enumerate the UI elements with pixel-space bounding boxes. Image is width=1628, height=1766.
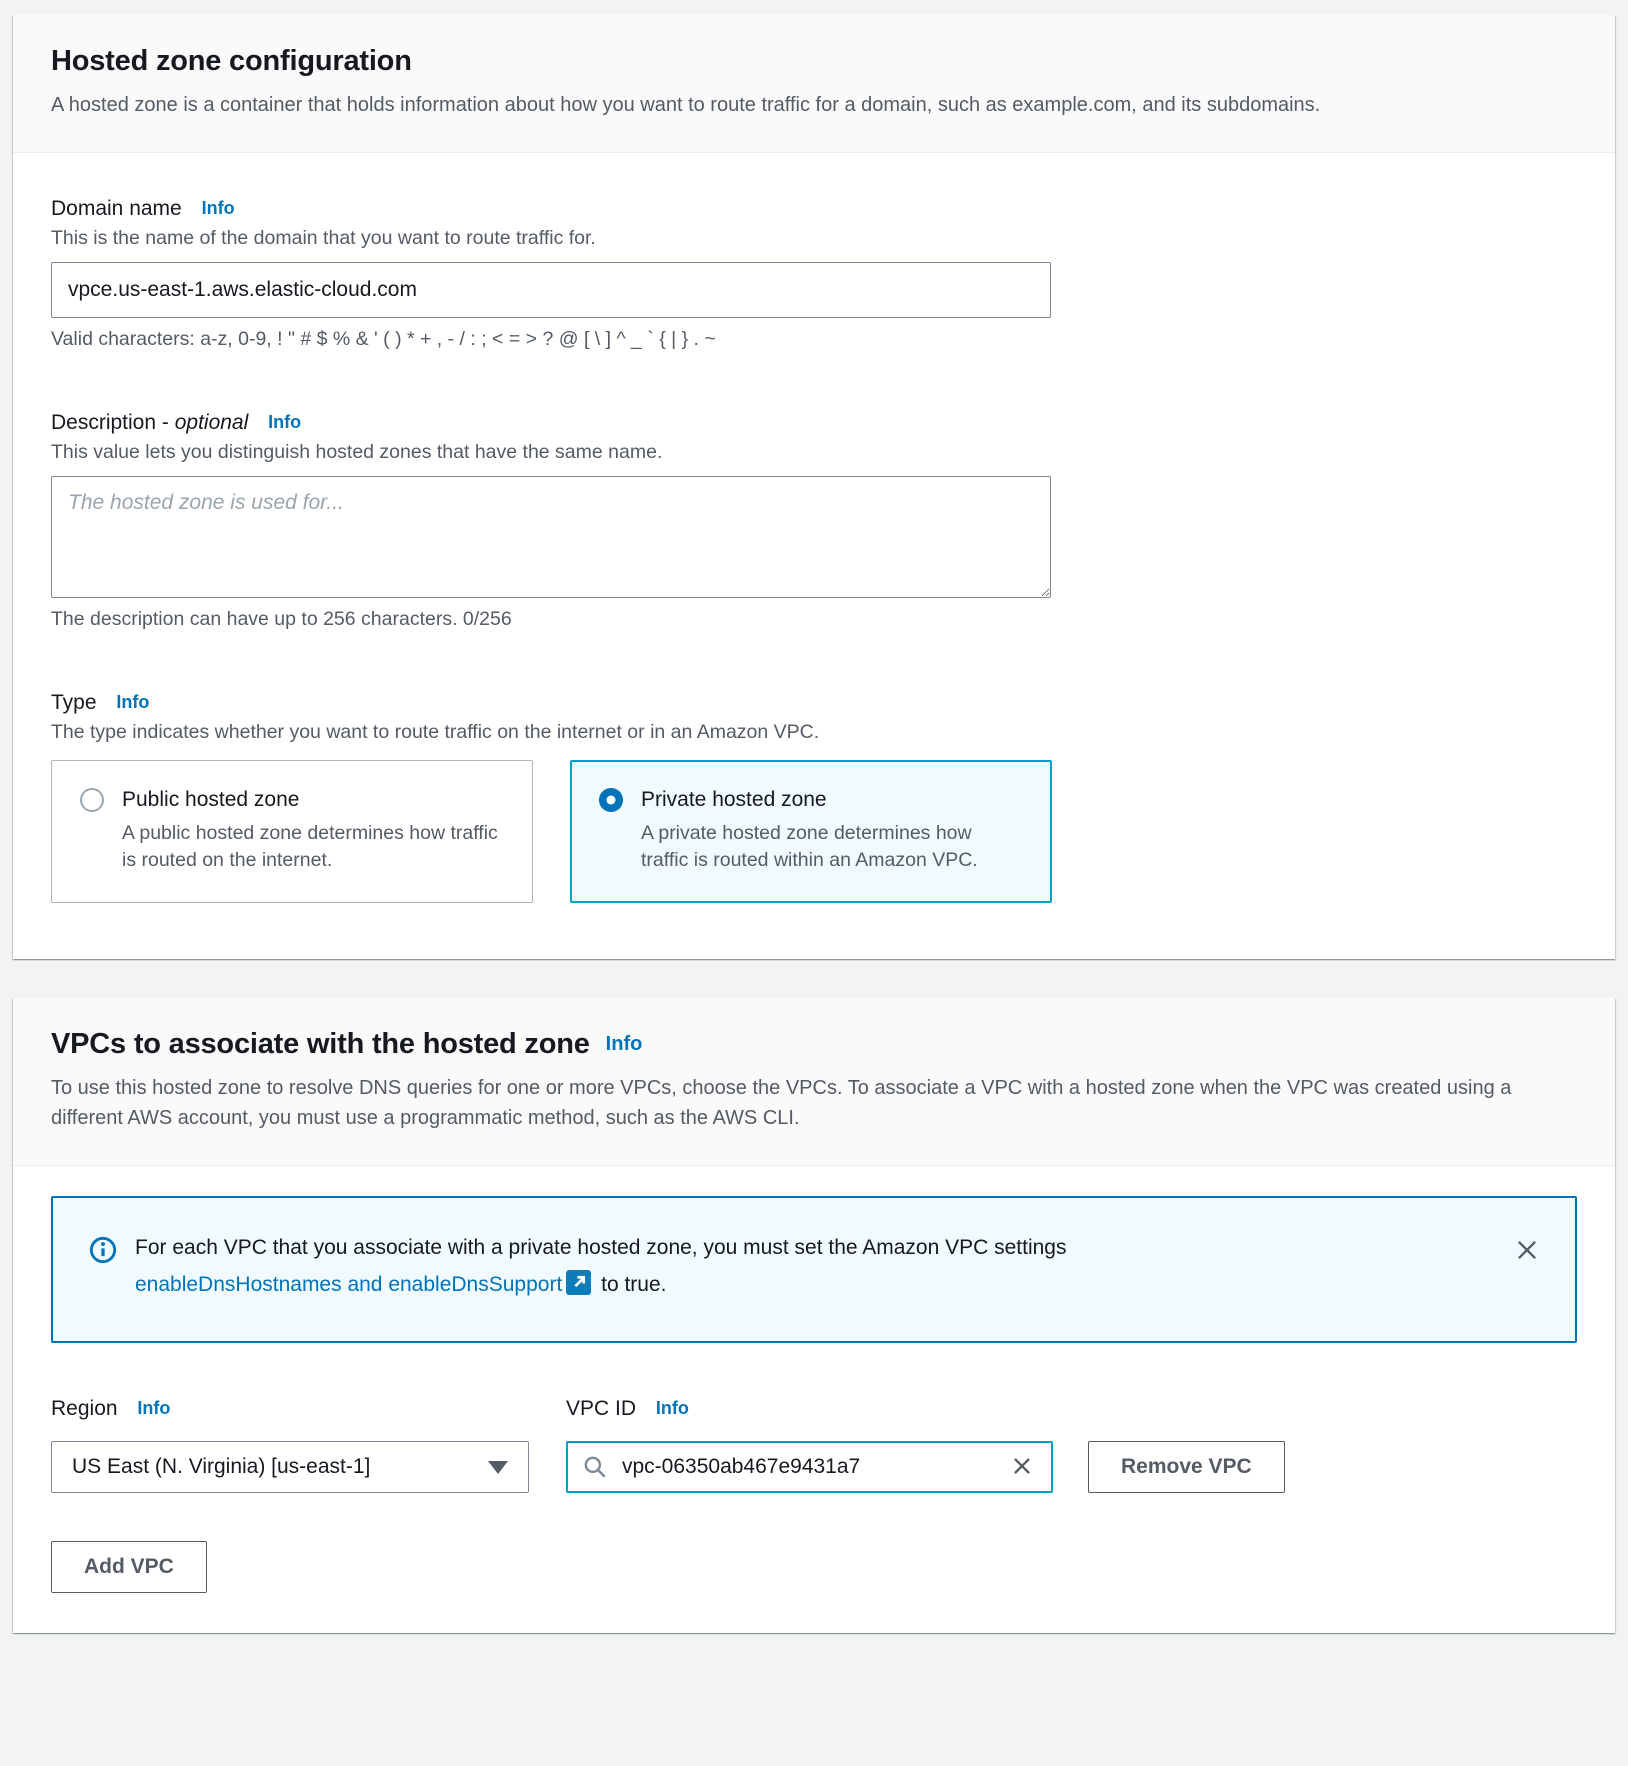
type-description: The type indicates whether you want to route traffic on the internet or in an Amazon VPC. xyxy=(51,721,820,743)
domain-name-input[interactable] xyxy=(51,262,1051,318)
type-info-link[interactable]: Info xyxy=(116,692,150,712)
region-select[interactable] xyxy=(51,1441,529,1493)
type-field xyxy=(51,691,1577,903)
type-label: Type Info xyxy=(51,691,150,714)
clear-x-icon xyxy=(1009,1453,1035,1482)
add-vpc-button[interactable]: Add VPC xyxy=(51,1541,207,1593)
type-options xyxy=(51,760,1577,903)
panel2-info-link[interactable]: Info xyxy=(605,1032,643,1055)
description-field xyxy=(51,411,1577,631)
alert-close-button[interactable] xyxy=(1509,1232,1545,1271)
description-label: Description - optional Info xyxy=(51,411,302,434)
description-textarea[interactable] xyxy=(51,476,1051,598)
description-constraint: The description can have up to 256 characters. 0/256 xyxy=(51,608,512,630)
caret-down-icon xyxy=(488,1461,508,1474)
public-hosted-zone-description: A public hosted zone determines how traffic is routed on the internet. xyxy=(122,822,498,871)
description-info-link[interactable]: Info xyxy=(268,412,302,432)
private-hosted-zone-title: Private hosted zone xyxy=(641,788,827,811)
description-description: This value lets you distinguish hosted zones that have the same name. xyxy=(51,441,663,463)
domain-name-info-link[interactable]: Info xyxy=(201,198,235,218)
public-hosted-zone-card[interactable] xyxy=(51,760,533,903)
remove-vpc-button[interactable]: Remove VPC xyxy=(1088,1441,1285,1493)
vpc-settings-info-alert xyxy=(51,1196,1577,1344)
panel1-body xyxy=(13,153,1615,959)
domain-name-field xyxy=(51,197,1577,351)
public-hosted-zone-title: Public hosted zone xyxy=(122,788,300,811)
panel1-description: A hosted zone is a container that holds information about how you want to route traffic for a domain, such as example.com, and its subdomains. xyxy=(51,94,1321,116)
private-hosted-zone-radio[interactable] xyxy=(599,788,623,812)
vpc-id-column xyxy=(566,1397,1053,1493)
panel1-title: Hosted zone configuration xyxy=(51,45,412,77)
close-icon xyxy=(1513,1252,1541,1267)
public-hosted-zone-radio[interactable] xyxy=(80,788,104,812)
region-column xyxy=(51,1397,529,1493)
optional-flag: optional xyxy=(174,411,249,434)
vpc-id-searchbox xyxy=(566,1441,1053,1493)
region-info-link[interactable]: Info xyxy=(137,1398,171,1419)
hosted-zone-configuration-panel xyxy=(13,15,1615,959)
panel2-header xyxy=(13,998,1615,1166)
external-link-icon[interactable] xyxy=(566,1277,591,1300)
private-hosted-zone-card[interactable] xyxy=(570,760,1052,903)
domain-name-constraint: Valid characters: a-z, 0-9, ! " # $ % & ' ( ) * + , - / : ; < = > ? @ [ \ ] ^ _ ` { | } . ~ xyxy=(51,328,716,350)
vpc-id-label: VPC ID Info xyxy=(566,1397,689,1421)
alert-text: For each VPC that you associate with a private hosted zone, you must set the Amazon VPC settings enableDnsHostnames and enableDnsSupport to true. xyxy=(135,1230,1485,1308)
info-circle-icon xyxy=(89,1236,117,1269)
panel2-description: To use this hosted zone to resolve DNS queries for one or more VPCs, choose the VPCs. To associate a VPC with a hosted zone when the VPC was created using a different AWS account, you must use a programmatic method, such as the AWS CLI. xyxy=(51,1076,1512,1129)
vpc-id-clear-button[interactable] xyxy=(1007,1451,1037,1484)
private-hosted-zone-description: A private hosted zone determines how traffic is routed within an Amazon VPC. xyxy=(641,822,978,871)
panel1-header xyxy=(13,15,1615,153)
vpc-id-input[interactable] xyxy=(620,1454,1007,1480)
region-label: Region Info xyxy=(51,1397,171,1421)
vpc-association-row xyxy=(51,1397,1577,1493)
panel2-body xyxy=(13,1166,1615,1634)
region-selected-value: US East (N. Virginia) [us-east-1] xyxy=(72,1455,371,1479)
enable-dns-link[interactable]: enableDnsHostnames and enableDnsSupport xyxy=(135,1272,563,1296)
search-icon xyxy=(582,1454,608,1480)
vpcs-associate-panel xyxy=(13,998,1615,1634)
panel2-title: VPCs to associate with the hosted zone xyxy=(51,1027,590,1060)
vpc-id-info-link[interactable]: Info xyxy=(655,1398,689,1419)
domain-name-label: Domain name Info xyxy=(51,197,235,220)
domain-name-description: This is the name of the domain that you want to route traffic for. xyxy=(51,227,596,249)
